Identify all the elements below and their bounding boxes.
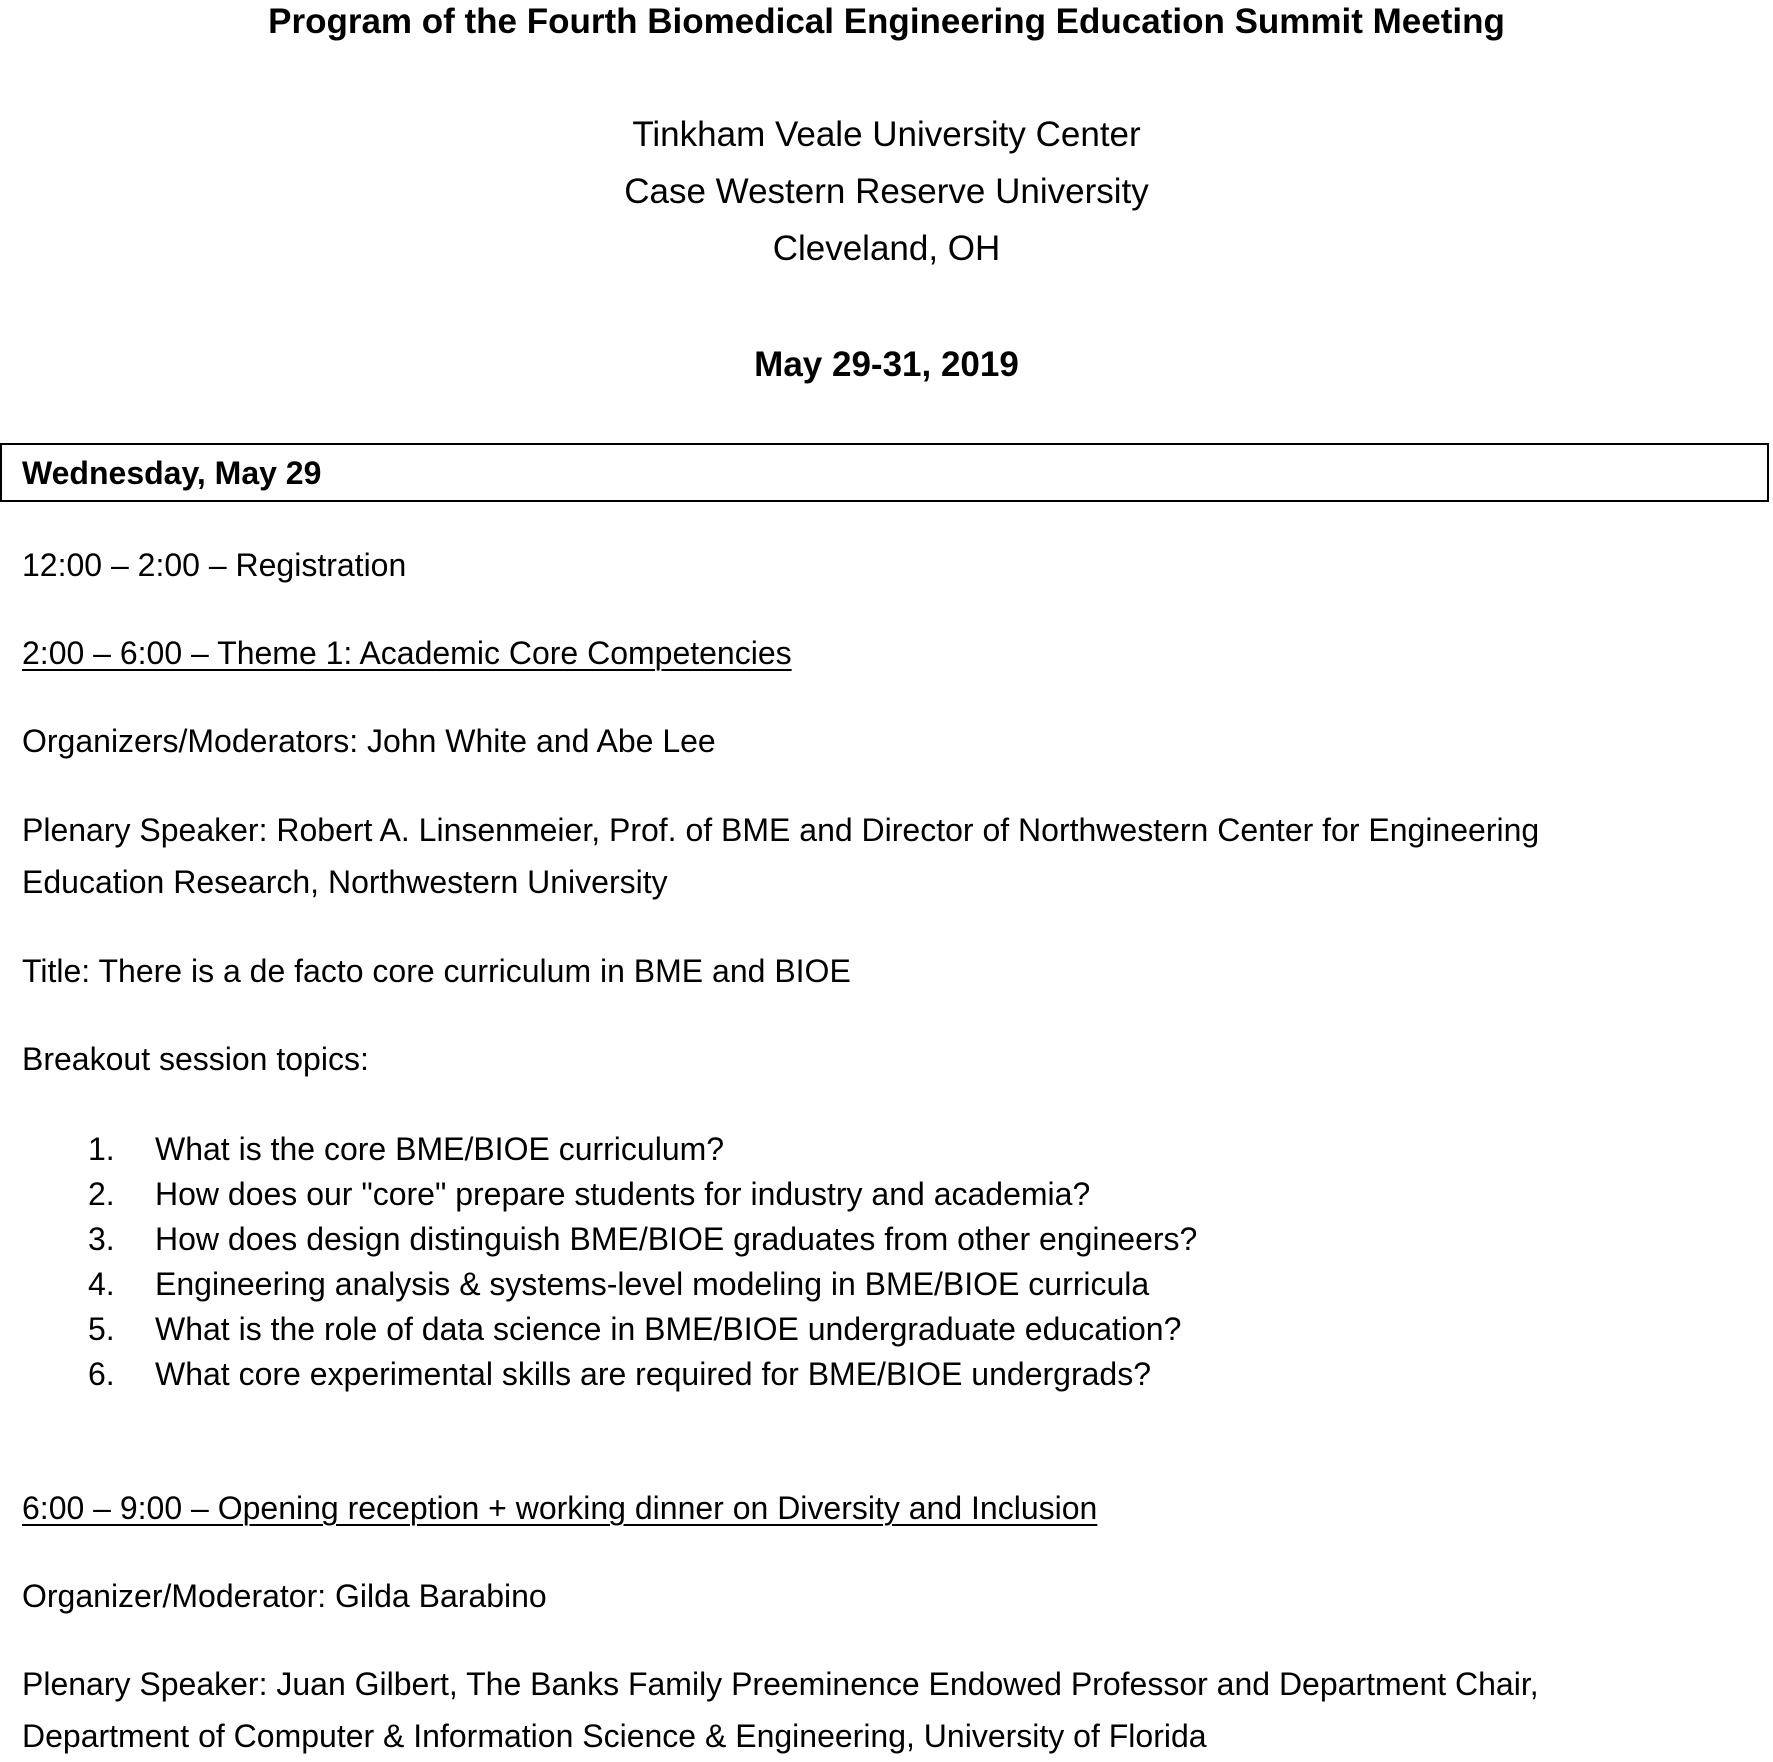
reception-heading [22, 1487, 1097, 1529]
reception-plenary-line2: Department of Computer & Information Science & Engineering, University of Florida [22, 1718, 1207, 1754]
list-item-number: 6. [88, 1356, 115, 1392]
day-label: Wednesday, May 29 [22, 455, 322, 491]
list-item-number: 1. [88, 1131, 115, 1167]
theme1-plenary-line1: Plenary Speaker: Robert A. Linsenmeier, Prof. of BME and Director of Northwestern Center for Engineering [22, 812, 1540, 848]
reception-plenary-line1: Plenary Speaker: Juan Gilbert, The Banks Family Preeminence Endowed Professor and Department Chair, [22, 1666, 1539, 1702]
list-item-number: 2. [88, 1176, 115, 1212]
theme1-heading [22, 632, 792, 674]
meeting-dates: May 29-31, 2019 [754, 345, 1019, 384]
theme1-heading-text: 2:00 – 6:00 – Theme 1: Academic Core Competencies [22, 635, 792, 671]
list-item-text: What core experimental skills are required for BME/BIOE undergrads? [155, 1356, 1151, 1392]
registration-line: 12:00 – 2:00 – Registration [22, 547, 407, 583]
list-item-text: What is the core BME/BIOE curriculum? [155, 1131, 725, 1167]
list-item-text: How does our "core" prepare students for industry and academia? [155, 1176, 1091, 1212]
list-item-number: 3. [88, 1221, 115, 1257]
list-item-text: How does design distinguish BME/BIOE graduates from other engineers? [155, 1221, 1198, 1257]
reception-organizer: Organizer/Moderator: Gilda Barabino [22, 1578, 547, 1614]
venue-city: Cleveland, OH [772, 229, 1001, 268]
theme1-organizers: Organizers/Moderators: John White and Abe Lee [22, 723, 716, 759]
theme1-talk-title: Title: There is a de facto core curriculum in BME and BIOE [22, 953, 851, 989]
venue-name: Tinkham Veale University Center [632, 115, 1141, 154]
list-item-text: What is the role of data science in BME/BIOE undergraduate education? [155, 1311, 1182, 1347]
breakout-label: Breakout session topics: [22, 1041, 369, 1077]
list-item-number: 4. [88, 1266, 115, 1302]
theme1-plenary-line2: Education Research, Northwestern University [22, 864, 668, 900]
list-item-number: 5. [88, 1311, 115, 1347]
list-item-text: Engineering analysis & systems-level modeling in BME/BIOE curricula [155, 1266, 1150, 1302]
document-title: Program of the Fourth Biomedical Engineering Education Summit Meeting [268, 2, 1505, 41]
day-header-box [0, 443, 1769, 502]
venue-university: Case Western Reserve University [624, 172, 1149, 211]
reception-heading-text: 6:00 – 9:00 – Opening reception + working dinner on Diversity and Inclusion [22, 1490, 1098, 1526]
